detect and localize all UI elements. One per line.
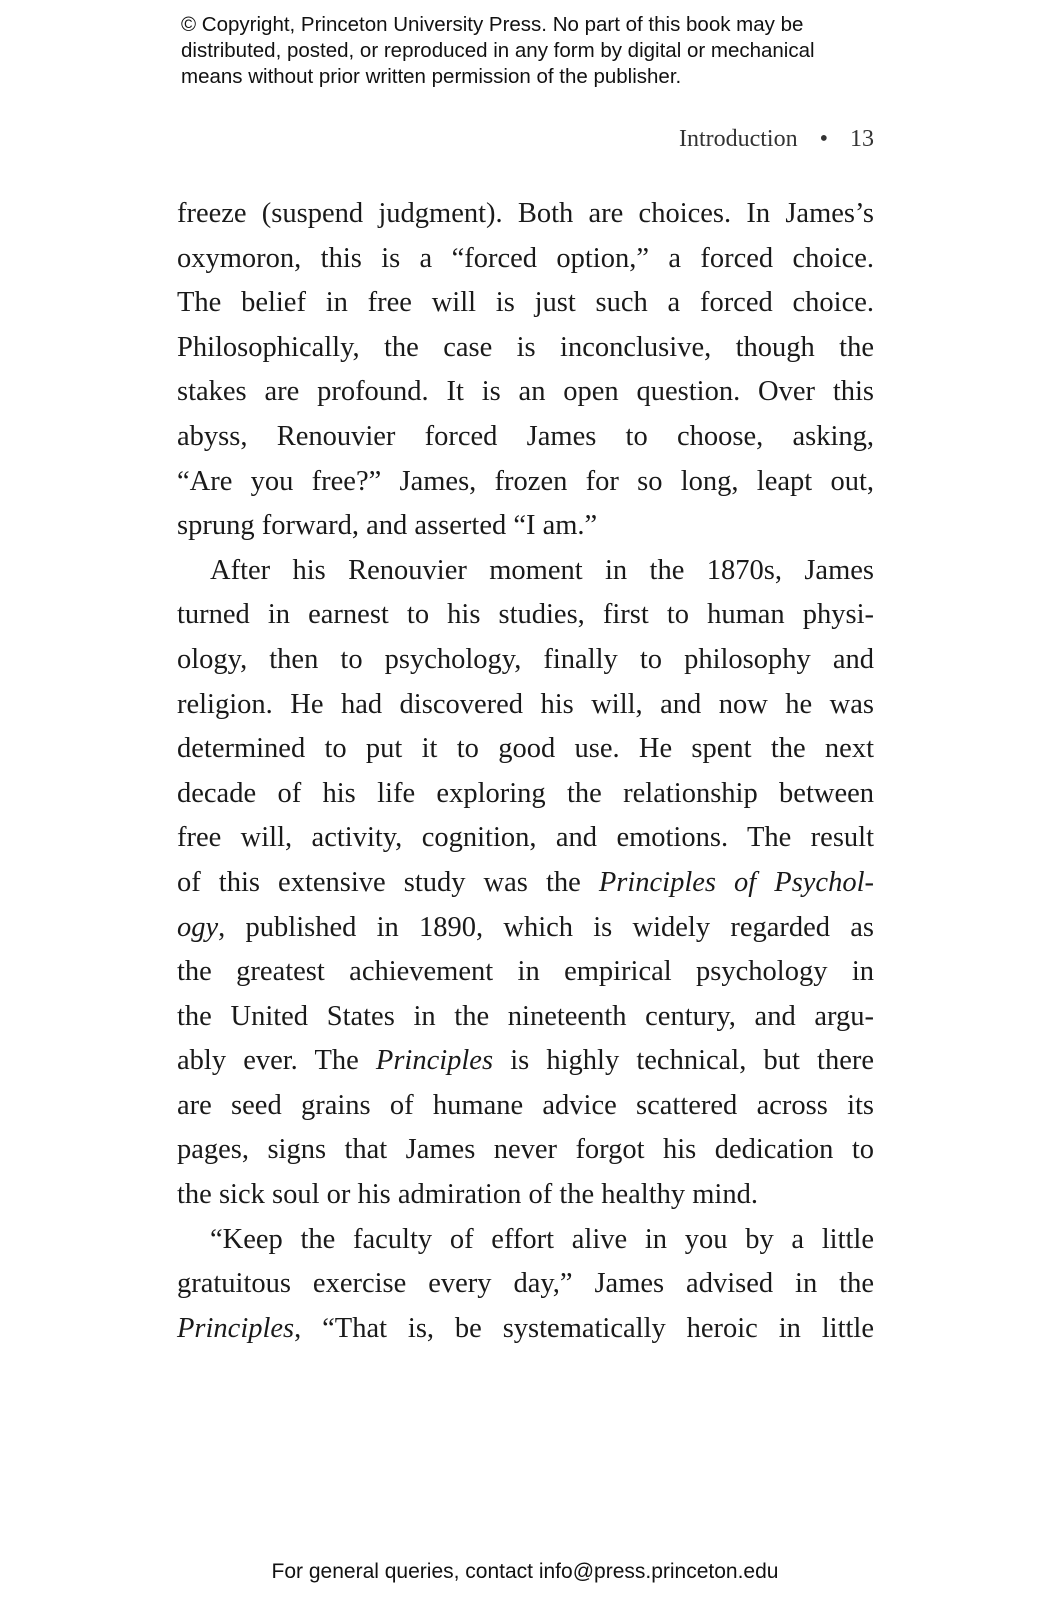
book-title-italic: Principles: [375, 1045, 494, 1077]
text-line: religion. He had discovered his will, and now he was: [177, 688, 874, 720]
copyright-line: distributed, posted, or reproduced in any form by digital or mechanical: [181, 39, 815, 62]
text-line: the United States in the nineteenth century, and argu-: [177, 1000, 874, 1032]
footer-contact: For general queries, contact info@press.princeton.edu: [271, 1560, 779, 1583]
text-line: [177, 1039, 874, 1084]
section-title: Introduction: [678, 126, 798, 152]
text-line: “Are you free?” James, frozen for so long, leapt out,: [177, 465, 874, 497]
book-title-italic: Principles: [177, 1312, 295, 1344]
text-line: oxymoron, this is a “forced option,” a forced choice.: [177, 242, 874, 274]
running-head: [679, 126, 874, 153]
text-run: , “That is, be systematically heroic in little: [294, 1312, 874, 1344]
text-line: abyss, Renouvier forced James to choose, asking,: [177, 420, 874, 452]
page-number: 13: [850, 126, 874, 152]
text-run: ably ever. The: [177, 1045, 376, 1077]
text-line: turned in earnest to his studies, first to human physi-: [177, 599, 874, 631]
text-run: , published in 1890, which is widely regarded as: [218, 911, 874, 943]
separator: •: [819, 126, 828, 152]
book-title-italic: Principles of Psychol-: [598, 866, 874, 898]
text-line: Philosophically, the case is inconclusive, though the: [177, 331, 874, 363]
text-run: is highly technical, but there: [493, 1045, 874, 1077]
copyright-line: © Copyright, Princeton University Press. No part of this book may be: [181, 13, 804, 36]
text-line: stakes are profound. It is an open question. Over this: [177, 376, 874, 408]
text-line: gratuitous exercise every day,” James advised in the: [177, 1268, 874, 1300]
text-line: sprung forward, and asserted “I am.”: [177, 510, 598, 542]
text-line: determined to put it to good use. He spent the next: [177, 733, 874, 765]
text-line: ology, then to psychology, finally to philosophy and: [177, 643, 874, 675]
book-title-italic: ogy: [177, 911, 219, 943]
text-line: [177, 861, 874, 906]
text-line: free will, activity, cognition, and emotions. The result: [177, 822, 874, 854]
text-line: decade of his life exploring the relationship between: [177, 777, 874, 809]
text-line: [177, 1307, 874, 1352]
copyright-line: means without prior written permission of the publisher.: [181, 65, 682, 88]
text-line: freeze (suspend judgment). Both are choices. In James’s: [177, 198, 874, 229]
text-line: “Keep the faculty of effort alive in you by a little: [210, 1223, 874, 1255]
text-line: The belief in free will is just such a forced choice.: [177, 287, 874, 319]
text-line: [177, 906, 874, 951]
text-line: the sick soul or his admiration of the healthy mind.: [177, 1179, 758, 1211]
body-text: [177, 192, 874, 1351]
text-line: pages, signs that James never forgot his dedication to: [177, 1134, 874, 1166]
text-line: are seed grains of humane advice scattered across its: [177, 1089, 874, 1121]
text-run: of this extensive study was the: [177, 866, 599, 898]
text-line: After his Renouvier moment in the 1870s, James: [210, 554, 874, 586]
text-line: the greatest achievement in empirical psychology in: [177, 956, 874, 988]
copyright-notice: [181, 12, 901, 90]
